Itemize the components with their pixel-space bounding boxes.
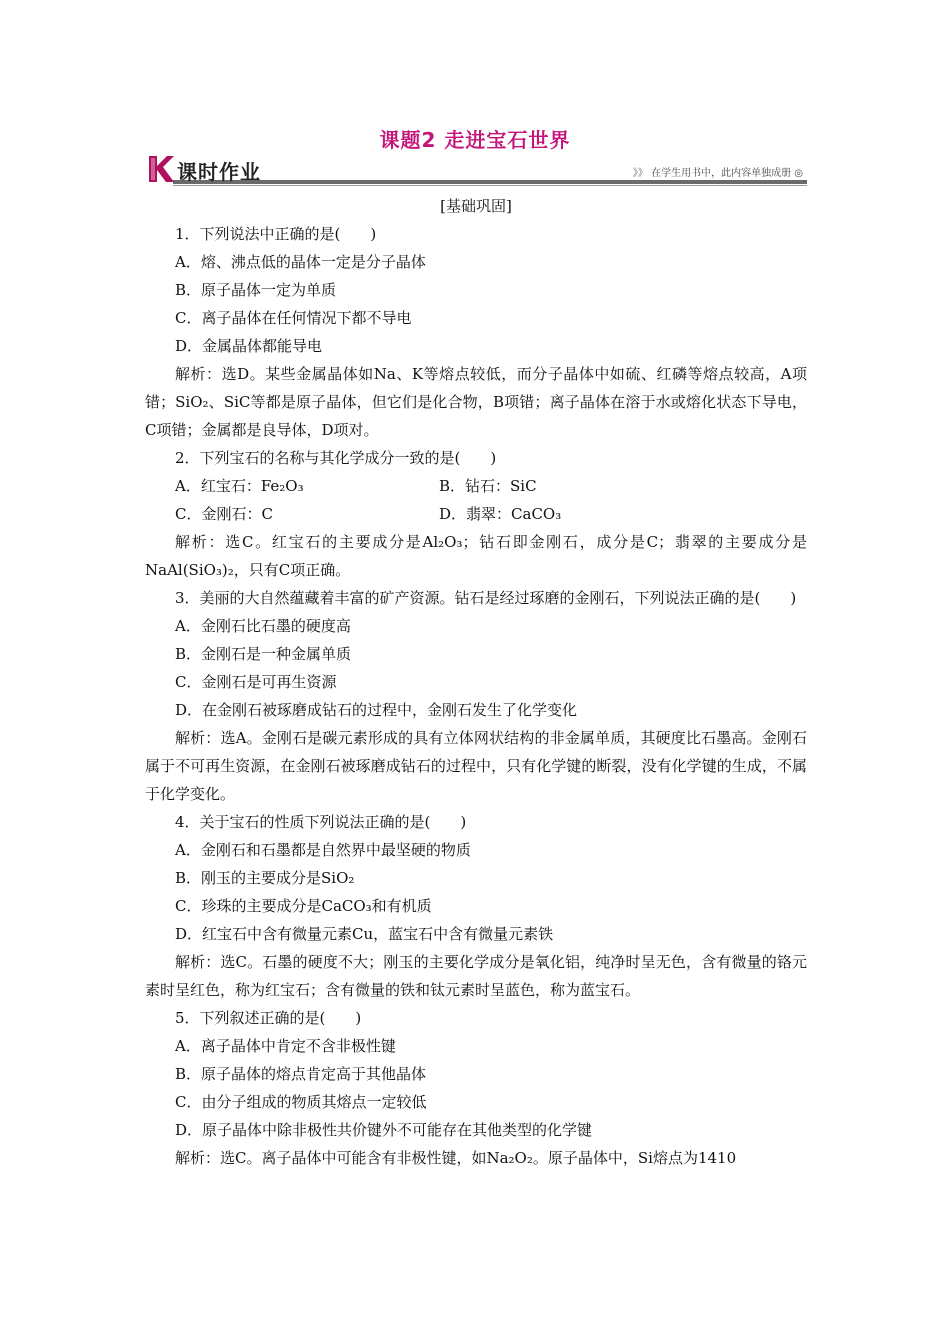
- question-2-option-d: D．翡翠：CaCO₃: [439, 505, 562, 523]
- homework-banner: [145, 150, 807, 188]
- question-3-analysis: 解析：选A。金刚石是碳元素形成的具有立体网状结构的非金属单质，其硬度比石墨高。金刚石属于不可再生资源，在金刚石被琢磨成钻石的过程中，只有化学键的断裂，没有化学键的生成，不属于化学变化。: [145, 729, 807, 803]
- question-2-option-b: B．钻石：SiC: [439, 477, 537, 495]
- question-2-analysis: 解析：选C。红宝石的主要成分是Al₂O₃；钻石即金刚石，成分是C；翡翠的主要成分是NaAl(SiO₃)₂，只有C项正确。: [145, 533, 807, 579]
- document-body: [145, 192, 807, 1172]
- question-2-option-c: C．金刚石：C: [175, 505, 273, 523]
- question-5-option-d: D．原子晶体中除非极性共价键外不可能存在其他类型的化学键: [175, 1121, 593, 1139]
- banner-divider-thin: [173, 185, 807, 186]
- question-2-stem: 2．下列宝石的名称与其化学成分一致的是( ): [175, 449, 497, 467]
- question-1-option-a: A．熔、沸点低的晶体一定是分子晶体: [175, 253, 426, 271]
- question-3-option-a: A．金刚石比石墨的硬度高: [175, 617, 351, 635]
- question-1-option-c: C．离子晶体在任何情况下都不导电: [175, 309, 412, 327]
- question-3-option-c: C．金刚石是可再生资源: [175, 673, 337, 691]
- question-5-option-c: C．由分子组成的物质其熔点一定较低: [175, 1093, 427, 1111]
- question-4-stem: 4．关于宝石的性质下列说法正确的是( ): [175, 813, 467, 831]
- question-4-option-d: D．红宝石中含有微量元素Cu，蓝宝石中含有微量元素铁: [175, 925, 554, 943]
- question-3-option-b: B．金刚石是一种金属单质: [175, 645, 352, 663]
- question-2-options-row-1: [145, 472, 807, 500]
- question-3-stem: 3．美丽的大自然蕴藏着丰富的矿产资源。钻石是经过琢磨的金刚石，下列说法正确的是( ): [175, 589, 797, 607]
- question-3-option-d: D．在金刚石被琢磨成钻石的过程中，金刚石发生了化学变化: [175, 701, 578, 719]
- question-4-option-b: B．刚玉的主要成分是SiO₂: [175, 869, 355, 887]
- question-1-option-b: B．原子晶体一定为单质: [175, 281, 337, 299]
- section-heading: [基础巩固]: [440, 197, 512, 215]
- banner-label: 课时作业: [177, 160, 261, 184]
- question-4-option-c: C．珍珠的主要成分是CaCO₃和有机质: [175, 897, 432, 915]
- question-5-option-a: A．离子晶体中肯定不含非极性键: [175, 1037, 396, 1055]
- question-5-option-b: B．原子晶体的熔点肯定高于其他晶体: [175, 1065, 427, 1083]
- question-1-stem: 1．下列说法中正确的是( ): [175, 225, 377, 243]
- page-title: 课题2 走进宝石世界: [379, 128, 571, 152]
- question-2-options-row-2: [145, 500, 807, 528]
- k-logo-icon: [147, 152, 175, 184]
- question-5-stem: 5．下列叙述正确的是( ): [175, 1009, 362, 1027]
- question-2-option-a: A．红宝石：Fe₂O₃: [175, 477, 304, 495]
- question-4-option-a: A．金刚石和石墨都是自然界中最坚硬的物质: [175, 841, 471, 859]
- question-1-option-d: D．金属晶体都能导电: [175, 337, 323, 355]
- banner-divider: [173, 180, 807, 184]
- question-1-analysis: 解析：选D。某些金属晶体如Na、K等熔点较低，而分子晶体中如硫、红磷等熔点较高，A项错；SiO₂、SiC等都是原子晶体，但它们是化合物，B项错；离子晶体在溶于水或熔化状态下导电，C项错；金属都是良导体，D项对。: [145, 365, 807, 439]
- question-4-analysis: 解析：选C。石墨的硬度不大；刚玉的主要化学成分是氧化铝，纯净时呈无色，含有微量的铬元素时呈红色，称为红宝石；含有微量的铁和钛元素时呈蓝色，称为蓝宝石。: [145, 953, 807, 999]
- question-5-analysis: 解析：选C。离子晶体中可能含有非极性键，如Na₂O₂。原子晶体中，Si熔点为1410: [175, 1149, 737, 1167]
- banner-note: 》》 在学生用书中，此内容单独成册 ◎: [632, 168, 803, 179]
